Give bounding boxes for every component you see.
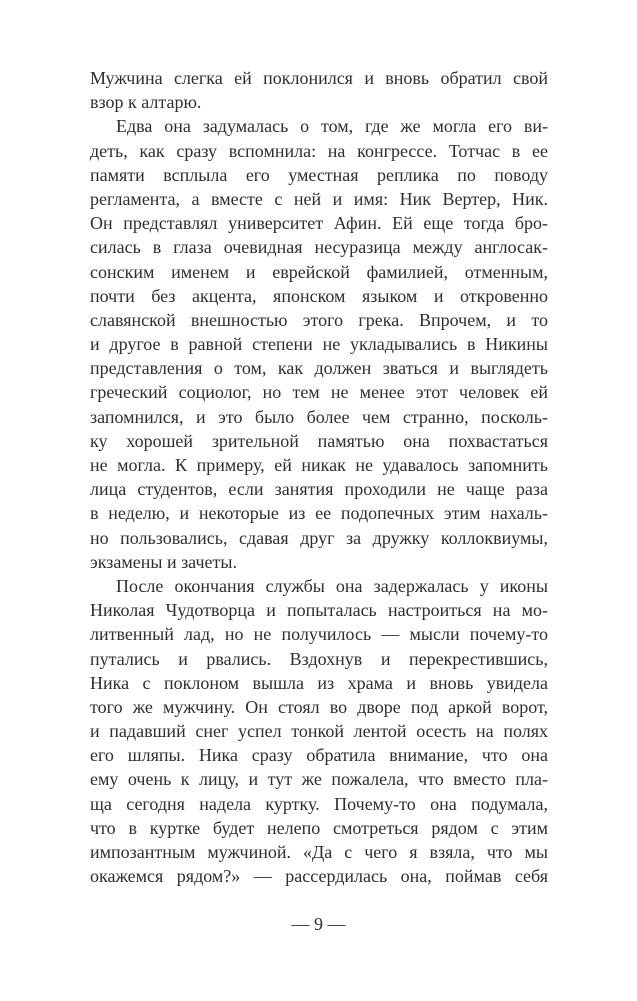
- text-line: лица студентов, если занятия проходили не чаще раза: [90, 479, 548, 500]
- text-line: окажемся рядом?» — рассердилась она, поймав себя: [90, 866, 548, 887]
- text-line: сонским именем и еврейской фамилией, отменным,: [90, 261, 548, 282]
- page-number: — 9 —: [291, 914, 346, 934]
- text-line: путались и рвались. Вздохнув и перекрестившись,: [90, 648, 548, 669]
- text-line: славянской внешностью этого грека. Впрочем, и то: [90, 309, 548, 330]
- text-line: Он представлял университет Афин. Ей еще тогда бро-: [90, 213, 548, 234]
- text-line: Едва она задумалась о том, где же могла его ви-: [116, 116, 548, 137]
- text-line: После окончания службы она задержалась у иконы: [116, 575, 548, 596]
- text-line: греческий социолог, но тем не менее этот человек ей: [90, 382, 548, 403]
- text-line: Николая Чудотворца и попыталась настроиться на мо-: [90, 600, 548, 621]
- text-line: представления о том, как должен зваться и выглядеть: [90, 358, 548, 379]
- text-line: но пользовались, сдавая друг за дружку коллоквиумы,: [90, 527, 548, 548]
- text-line: силась в глаза очевидная несуразица между англосак-: [90, 237, 548, 258]
- text-line: памяти всплыла его уместная реплика по поводу: [90, 164, 548, 185]
- text-line: его шляпы. Ника сразу обратила внимание, что она: [90, 745, 548, 766]
- text-line: в неделю, и некоторые из ее подопечных этим нахаль-: [90, 503, 548, 524]
- text-line: ку хорошей зрительной памятью она похвастаться: [90, 430, 548, 451]
- text-line: ему очень к лицу, и тут же пожалела, что вместо пла-: [90, 769, 548, 790]
- text-line: Ника с поклоном вышла из храма и вновь увидела: [90, 672, 548, 693]
- text-line: и падавший снег успел тонкой лентой осесть на полях: [90, 721, 548, 742]
- text-line: того же мужчину. Он стоял во дворе под аркой ворот,: [90, 696, 548, 717]
- text-line: деть, как сразу вспомнила: на конгрессе. Тотчас в ее: [90, 140, 548, 161]
- text-line: почти без акцента, японском языком и откровенно: [90, 285, 548, 306]
- text-line: и другое в равной степени не укладывались в Никины: [90, 334, 548, 355]
- page-body-text: [90, 66, 548, 888]
- text-line: экзамены и зачеты.: [90, 551, 237, 572]
- text-line: литвенный лад, но не получилось — мысли почему-то: [90, 624, 548, 645]
- text-line: ща сегодня надела куртку. Почему-то она подумала,: [90, 793, 548, 814]
- text-line: не могла. К примеру, ей никак не удавалось запомнить: [90, 455, 548, 475]
- text-line: что в куртке будет нелепо смотреться рядом с этим: [90, 817, 548, 838]
- text-line: взор к алтарю.: [90, 92, 202, 113]
- text-line: Мужчина слегка ей поклонился и вновь обратил свой: [90, 68, 548, 88]
- text-line: запомнился, и это было более чем странно, посколь-: [90, 406, 548, 427]
- text-line: импозантным мужчиной. «Да с чего я взяла, что мы: [90, 842, 548, 862]
- text-line: регламента, а вместе с ней и имя: Ник Вертер, Ник.: [90, 188, 548, 209]
